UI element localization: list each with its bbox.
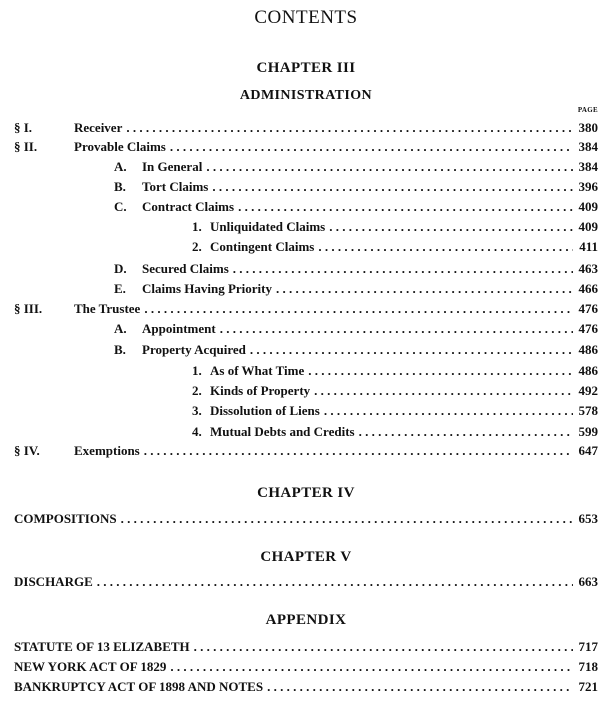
page-number: 653	[578, 511, 598, 526]
toc-entry	[192, 424, 598, 442]
leader-dots	[267, 679, 573, 695]
appendix-heading: APPENDIX	[265, 612, 347, 628]
page-number: 492	[578, 383, 598, 398]
entry-label: Exemptions	[74, 443, 140, 458]
page-number: 409	[578, 199, 598, 214]
item-number: 1.	[192, 219, 202, 234]
toc-entry	[192, 383, 598, 401]
leader-dots	[233, 261, 573, 277]
leader-dots	[144, 301, 573, 317]
subsection-number: B.	[114, 342, 126, 357]
entry-label: Appointment	[142, 321, 216, 336]
entry-label: Receiver	[74, 120, 123, 135]
toc-entry	[114, 261, 598, 279]
toc-entry	[14, 120, 598, 138]
item-number: 2.	[192, 383, 202, 398]
entry-label: Tort Claims	[142, 179, 209, 194]
item-number: 3.	[192, 403, 202, 418]
contents-title: CONTENTS	[254, 7, 358, 28]
chapter-5-heading: CHAPTER V	[260, 549, 352, 565]
subsection-number: A.	[114, 159, 127, 174]
page-column-label: PAGE	[577, 106, 598, 114]
chapter-3-subtitle: ADMINISTRATION	[239, 88, 373, 103]
page-number: 409	[578, 219, 598, 234]
leader-dots	[314, 383, 573, 399]
entry-label: Unliquidated Claims	[210, 219, 326, 234]
leader-dots	[276, 281, 573, 297]
entry-label: In General	[142, 159, 203, 174]
entry-label: BANKRUPTCY ACT OF 1898 AND NOTES	[14, 679, 264, 694]
page-number: 476	[578, 321, 598, 336]
item-number: 1.	[192, 363, 202, 378]
section-number: § II.	[14, 139, 38, 154]
page-number: 721	[578, 679, 598, 694]
page-number: 663	[578, 574, 598, 589]
leader-dots	[238, 199, 573, 215]
entry-label: DISCHARGE	[14, 574, 93, 589]
subsection-number: E.	[114, 281, 126, 296]
page-number: 466	[578, 281, 598, 296]
entry-label: As of What Time	[210, 363, 305, 378]
leader-dots	[308, 363, 573, 379]
entry-label: Claims Having Priority	[142, 281, 272, 296]
page-number: 384	[578, 139, 598, 154]
section-number: § I.	[14, 120, 33, 135]
entry-label: STATUTE OF 13 ELIZABETH	[14, 639, 190, 654]
leader-dots	[194, 639, 573, 655]
toc-entry	[14, 443, 598, 461]
leader-dots	[144, 443, 573, 459]
toc-entry	[14, 659, 598, 677]
entry-label: Provable Claims	[74, 139, 166, 154]
toc-entry	[14, 639, 598, 657]
leader-dots	[250, 342, 573, 358]
page-number: 486	[578, 342, 598, 357]
entry-label: Dissolution of Liens	[210, 403, 320, 418]
page-number: 384	[578, 159, 598, 174]
toc-entry	[192, 363, 598, 381]
toc-entry	[14, 574, 598, 592]
entry-label: Contract Claims	[142, 199, 235, 214]
toc-entry	[14, 511, 598, 529]
toc-entry	[114, 342, 598, 360]
leader-dots	[324, 403, 573, 419]
chapter-3-heading: CHAPTER III	[256, 60, 356, 76]
entry-label: Contingent Claims	[210, 239, 315, 254]
toc-entry	[192, 403, 598, 421]
toc-entry	[114, 199, 598, 217]
leader-dots	[126, 120, 573, 136]
leader-dots	[359, 424, 573, 440]
leader-dots	[220, 321, 573, 337]
entry-label: NEW YORK ACT OF 1829	[14, 659, 167, 674]
leader-dots	[170, 659, 573, 675]
leader-dots	[170, 139, 573, 155]
leader-dots	[121, 511, 573, 527]
item-number: 2.	[192, 239, 202, 254]
subsection-number: B.	[114, 179, 126, 194]
entry-label: Kinds of Property	[210, 383, 311, 398]
page-number: 717	[578, 639, 598, 654]
page-number: 718	[578, 659, 598, 674]
subsection-number: C.	[114, 199, 127, 214]
toc-entry	[192, 239, 598, 257]
toc-entry	[114, 281, 598, 299]
subsection-number: A.	[114, 321, 127, 336]
section-number: § III.	[14, 301, 43, 316]
toc-entry	[14, 301, 598, 319]
chapter-4-heading: CHAPTER IV	[257, 485, 355, 501]
toc-entry	[114, 179, 598, 197]
page-number: 486	[578, 363, 598, 378]
page-number: 476	[578, 301, 598, 316]
leader-dots	[318, 239, 573, 255]
leader-dots	[212, 179, 573, 195]
page-number: 411	[579, 239, 598, 254]
toc-entry	[14, 679, 598, 697]
page-number: 380	[578, 120, 598, 135]
entry-label: Mutual Debts and Credits	[210, 424, 355, 439]
page-number: 599	[578, 424, 598, 439]
page-number: 463	[578, 261, 598, 276]
leader-dots	[97, 574, 573, 590]
entry-label: Secured Claims	[142, 261, 229, 276]
page-number: 647	[578, 443, 598, 458]
page-number: 578	[578, 403, 598, 418]
entry-label: The Trustee	[74, 301, 141, 316]
toc-entry	[14, 139, 598, 157]
toc-entry	[192, 219, 598, 237]
toc-entry	[114, 321, 598, 339]
entry-label: COMPOSITIONS	[14, 511, 117, 526]
page-number: 396	[578, 179, 598, 194]
leader-dots	[206, 159, 573, 175]
subsection-number: D.	[114, 261, 127, 276]
item-number: 4.	[192, 424, 202, 439]
toc-entry	[114, 159, 598, 177]
leader-dots	[329, 219, 573, 235]
section-number: § IV.	[14, 443, 40, 458]
entry-label: Property Acquired	[142, 342, 246, 357]
